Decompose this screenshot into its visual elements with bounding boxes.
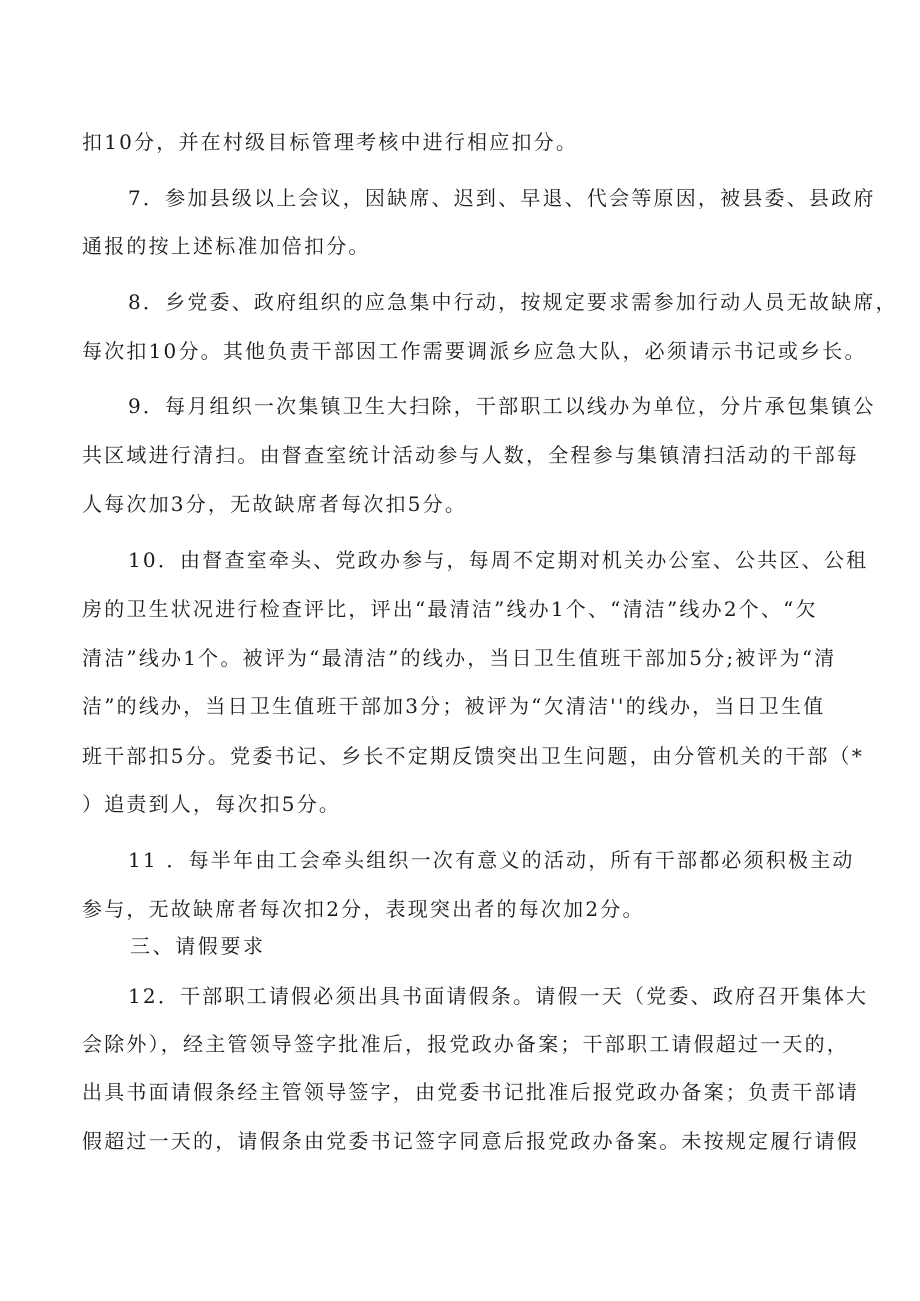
item-12-line-1: 12．干部职工请假必须出具书面请假条。请假一天（党委、政府召开集体大 — [128, 984, 869, 1008]
item-7-line-1: 7．参加县级以上会议，因缺席、迟到、早退、代会等原因，被县委、县政府 — [128, 186, 876, 210]
text-line: 扣10分，并在村级目标管理考核中进行相应扣分。 — [82, 130, 579, 154]
item-9-line-3: 人每次加3分，无故缺席者每次扣5分。 — [82, 492, 468, 516]
item-9-line-1: 9．每月组织一次集镇卫生大扫除，干部职工以线办为单位，分片承包集镇公 — [128, 394, 876, 418]
item-10-line-1: 10．由督查室牵头、党政办参与，每周不定期对机关办公室、公共区、公租 — [128, 548, 869, 572]
item-10-line-5: 班干部扣5分。党委书记、乡长不定期反馈突出卫生问题，由分管机关的干部（* — [82, 744, 864, 768]
item-10-line-2: 房的卫生状况进行检查评比，评出“最清洁”线办1个、“清洁”线办2个、“欠 — [82, 597, 818, 621]
item-9-line-2: 共区域进行清扫。由督查室统计活动参与人数，全程参与集镇清扫活动的干部每 — [82, 443, 859, 467]
item-10-line-3: 清洁”线办1个。被评为“最清洁”的线办，当日卫生值班干部加5分;被评为“清 — [82, 646, 837, 670]
item-11-line-1: 11 ．每半年由工会牵头组织一次有意义的活动，所有干部都必须积极主动 — [128, 848, 855, 872]
item-10-line-6: ）追责到人，每次扣5分。 — [82, 792, 342, 816]
item-10-line-4: 洁”的线办，当日卫生值班干部加3分；被评为“欠清洁''的线办，当日卫生值 — [82, 694, 826, 718]
item-12-line-4: 假超过一天的，请假条由党委书记签字同意后报党政办备案。未按规定履行请假 — [82, 1129, 859, 1153]
section-heading-leave: 三、请假要求 — [130, 934, 266, 958]
item-11-line-2: 参与，无故缺席者每次扣2分，表现突出者的每次加2分。 — [82, 897, 645, 921]
item-12-line-3: 出具书面请假条经主管领导签字，由党委书记批准后报党政办备案；负责干部请 — [82, 1080, 859, 1104]
item-8-line-1: 8．乡党委、政府组织的应急集中行动，按规定要求需参加行动人员无故缺席， — [128, 290, 898, 314]
item-8-line-2: 每次扣10分。其他负责干部因工作需要调派乡应急大队，必须请示书记或乡长。 — [82, 339, 867, 363]
item-7-line-2: 通报的按上述标准加倍扣分。 — [82, 234, 371, 258]
item-12-line-2: 会除外），经主管领导签字批准后，报党政办备案；干部职工请假超过一天的， — [82, 1032, 849, 1056]
